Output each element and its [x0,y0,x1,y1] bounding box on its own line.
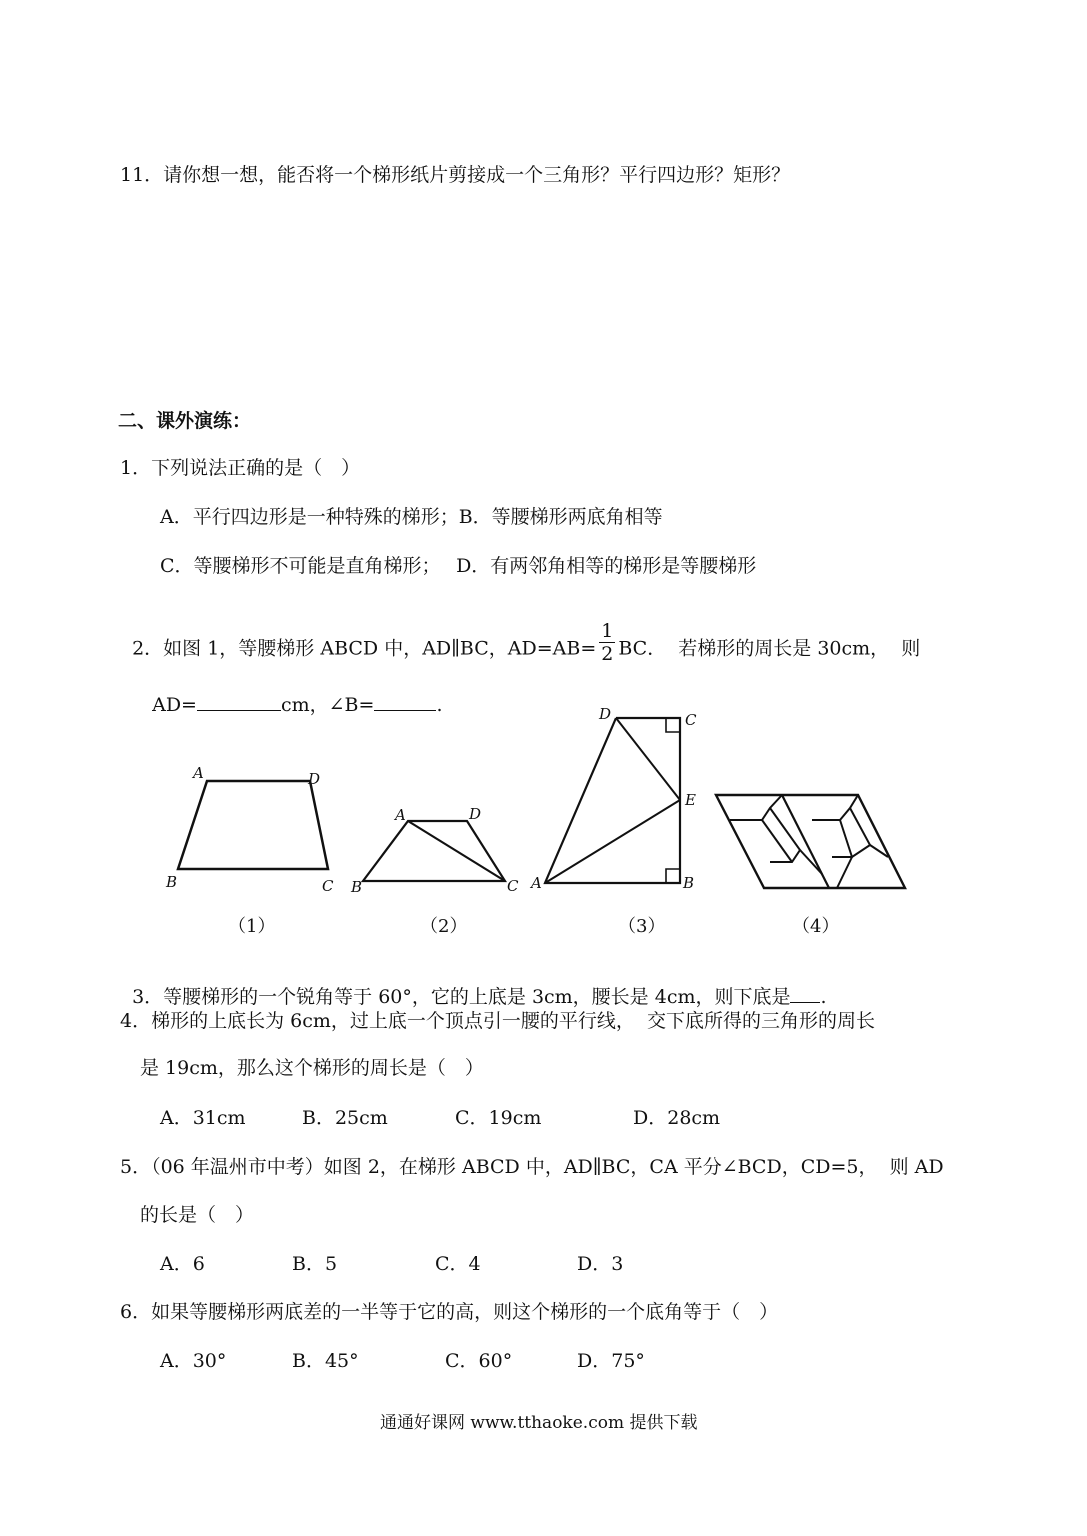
fig1-label-d: D [308,770,321,788]
fraction-denominator: 2 [601,643,614,665]
question-2-text-a: 2．如图 1，等腰梯形 ABCD 中，AD∥BC，AD=AB= [132,637,597,660]
figure-4-caption: （4） [792,916,840,937]
fig1-label-c: C [322,877,334,895]
figure-1-caption: （1） [228,916,276,937]
question-3-text: 3．等腰梯形的一个锐角等于 60°，它的上底是 3cm，腰长是 4cm，则下底是 [132,986,791,1008]
question-4-option-d: D．28cm [633,1107,721,1129]
fraction-numerator: 1 [601,620,614,642]
question-3-answer-blank[interactable] [790,984,820,1003]
question-4-line-2: 是 19cm，那么这个梯形的周长是（ ） [140,1057,484,1079]
figure-4-trapezoid-tiling [712,790,912,895]
fig3-label-e: E [685,791,696,809]
ad-answer-blank[interactable] [197,692,281,711]
question-3-end: . [820,986,827,1008]
figure-3-caption: （3） [618,916,666,937]
fig1-label-b: B [166,873,178,891]
question-5-option-b: B．5 [292,1253,338,1275]
question-6-option-b: B．45° [292,1350,359,1372]
question-1-options-cd: C．等腰梯形不可能是直角梯形； D．有两邻角相等的梯形是等腰梯形 [160,555,757,577]
question-1-options-ab: A．平行四边形是一种特殊的梯形；B．等腰梯形两底角相等 [160,506,663,528]
question-5-option-c: C．4 [435,1253,481,1275]
question-2-line-1 [120,610,920,665]
question-2-line-2 [140,668,442,717]
question-6-option-c: C．60° [445,1350,513,1372]
question-5-line-2: 的长是（ ） [140,1204,255,1226]
question-6-stem: 6．如果等腰梯形两底差的一半等于它的高，则这个梯形的一个底角等于（ ） [120,1301,779,1323]
fig1-label-a: A [193,764,204,782]
fig2-label-a: A [395,806,406,824]
question-5-line-1: 5．（06 年温州市中考）如图 2，在梯形 ABCD 中，AD∥BC，CA 平分∠BCD，CD=5， 则 AD [120,1156,944,1178]
ad-label: AD= [152,694,197,716]
question-4-option-c: C．19cm [455,1107,542,1129]
question-6-option-a: A．30° [160,1350,227,1372]
question-2-text-b: BC． 若梯形的周长是 30cm， 则 [618,637,921,660]
question-4-option-b: B．25cm [302,1107,388,1129]
question-2-end: . [436,694,443,716]
figure-1-isosceles-trapezoid [160,760,350,895]
cm-angle-label: cm，∠B= [280,694,375,716]
fig3-label-a: A [531,874,542,892]
question-4-option-a: A．31cm [160,1107,246,1129]
fig3-label-b: B [683,874,695,892]
question-4-line-1: 4．梯形的上底长为 6cm，过上底一个顶点引一腰的平行线， 交下底所得的三角形的周长 [120,1010,875,1032]
fraction-one-half [599,620,615,665]
page-footer: 通通好课网 www.tthaoke.com 提供下载 [380,1413,698,1433]
question-1-stem: 1．下列说法正确的是（ ） [120,457,361,479]
fig3-label-d: D [599,705,612,723]
figure-3-right-trapezoid [525,705,705,895]
fig2-label-c: C [507,877,519,895]
question-11: 11．请你想一想，能否将一个梯形纸片剪接成一个三角形？平行四边形？矩形？ [120,164,791,186]
fig2-label-b: B [351,878,363,895]
question-6-option-d: D．75° [577,1350,645,1372]
fig2-label-d: D [469,805,482,823]
figure-2-caption: （2） [420,916,468,937]
figure-2-trapezoid-with-diagonal [345,800,530,895]
question-5-option-d: D．3 [577,1253,624,1275]
fig3-label-c: C [685,711,697,729]
angle-b-answer-blank[interactable] [374,692,436,711]
section-title: 二、课外演练： [118,410,252,432]
question-3 [120,960,827,1009]
question-5-option-a: A．6 [160,1253,205,1275]
